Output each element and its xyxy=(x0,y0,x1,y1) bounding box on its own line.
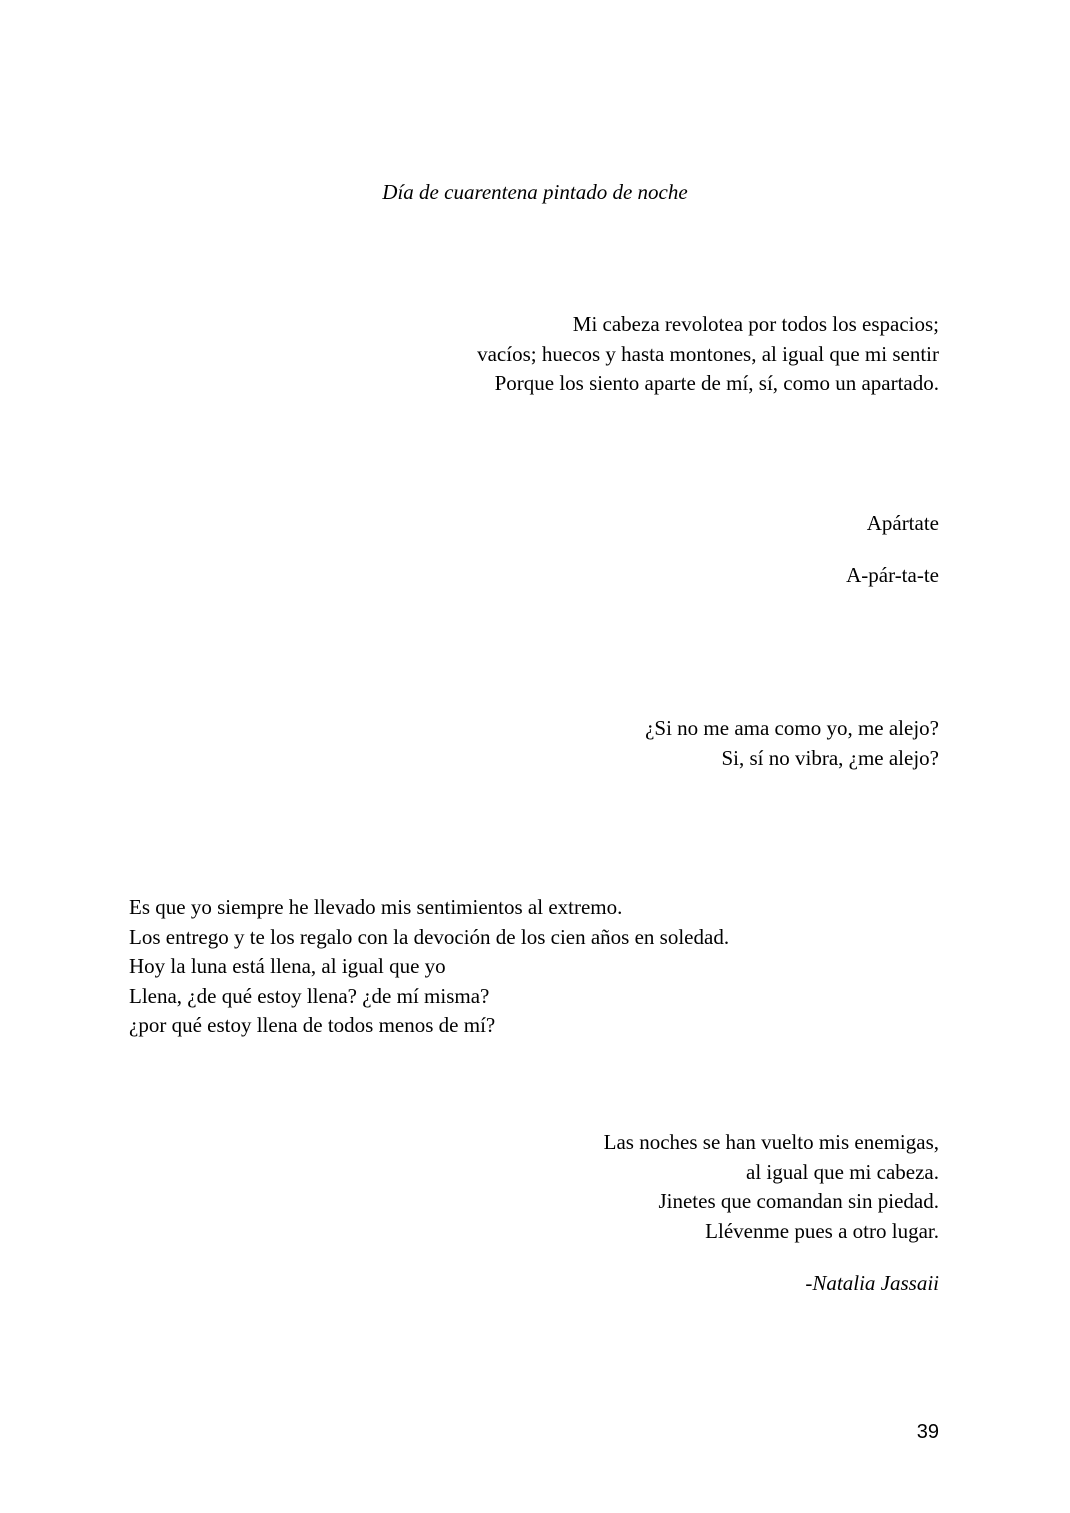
poem-title: Día de cuarentena pintado de noche xyxy=(382,180,688,204)
page-number: 39 xyxy=(916,1421,939,1443)
poem-line: Hoy la luna está llena, al igual que yo xyxy=(129,954,446,978)
poem-line: Porque los siento aparte de mí, sí, como un apartado. xyxy=(494,371,939,395)
stanza-4 xyxy=(645,714,939,773)
poem-line: Es que yo siempre he llevado mis sentimientos al extremo. xyxy=(129,895,623,919)
poem-line: vacíos; huecos y hasta montones, al igual que mi sentir xyxy=(477,341,939,366)
poem-line: Mi cabeza revolotea por todos los espacios; xyxy=(572,312,939,336)
poem-line: al igual que mi cabeza. xyxy=(746,1159,939,1184)
stanza-2 xyxy=(867,509,939,539)
poem-line: ¿por qué estoy llena de todos menos de mí? xyxy=(129,1013,496,1037)
poem-line: Llena, ¿de qué estoy llena? ¿de mí misma? xyxy=(129,983,490,1008)
poem-line: Jinetes que comandan sin piedad. xyxy=(658,1189,939,1213)
poem-line: A-pár-ta-te xyxy=(846,563,939,587)
author-signature: -Natalia Jassaii xyxy=(805,1271,939,1295)
poem-line: Apártate xyxy=(866,511,939,535)
stanza-3 xyxy=(846,561,939,591)
stanza-6 xyxy=(604,1128,939,1246)
stanza-1 xyxy=(477,310,939,399)
poem-line: Llévenme pues a otro lugar. xyxy=(705,1218,939,1243)
poem-line: Si, sí no vibra, ¿me alejo? xyxy=(721,745,939,770)
poem-line: Las noches se han vuelto mis enemigas, xyxy=(603,1130,939,1154)
stanza-5 xyxy=(129,893,729,1041)
poem-line: ¿Si no me ama como yo, me alejo? xyxy=(645,716,939,740)
poem-line: Los entrego y te los regalo con la devoción de los cien años en soledad. xyxy=(129,924,730,949)
